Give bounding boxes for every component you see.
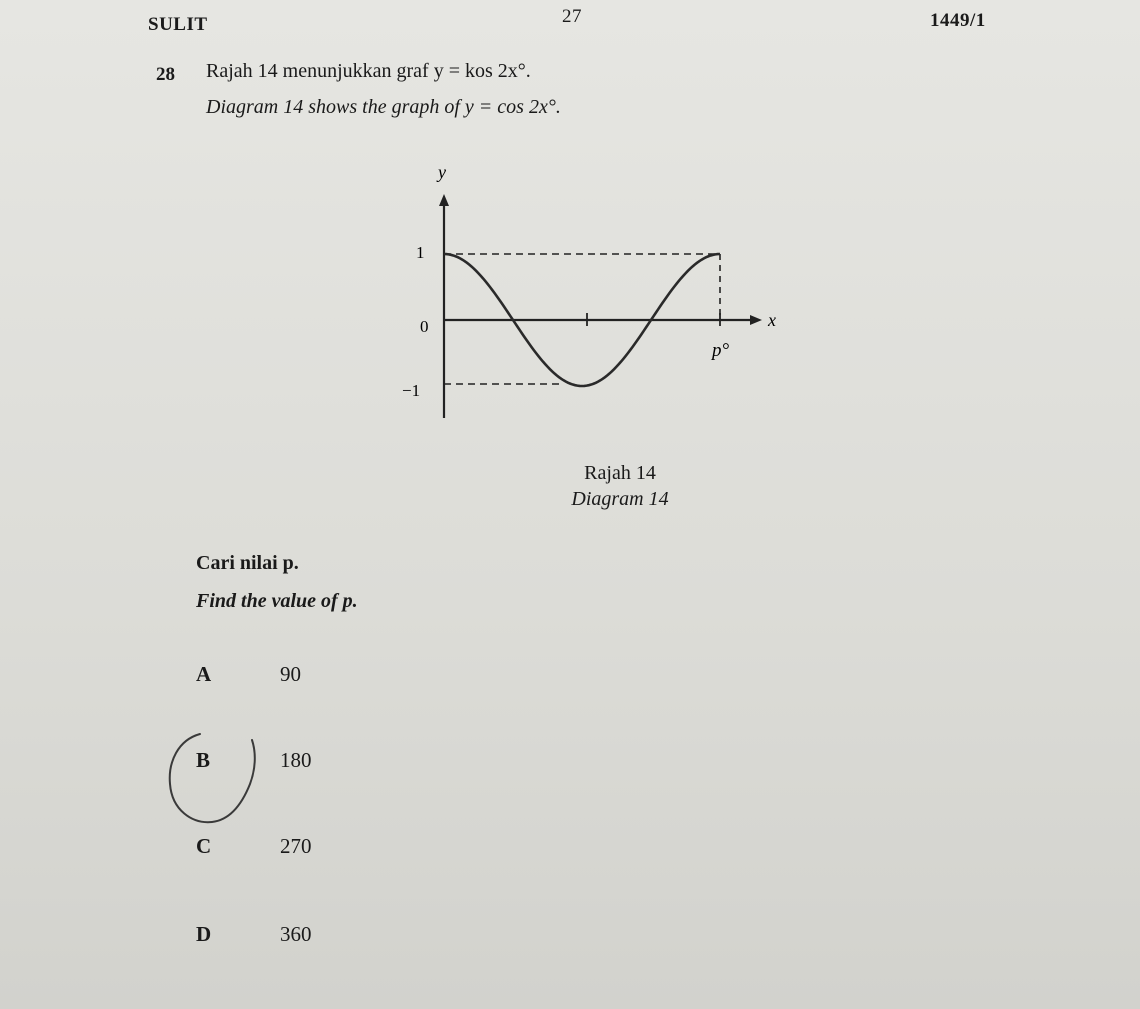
question-text-en: Diagram 14 shows the graph of y = cos 2x°. bbox=[206, 96, 561, 118]
option-a[interactable] bbox=[196, 662, 301, 687]
caption-ms: Rajah 14 bbox=[584, 462, 656, 484]
x-axis-arrow bbox=[750, 315, 762, 325]
option-c-letter: C bbox=[196, 834, 212, 858]
y-axis-arrow bbox=[439, 194, 449, 206]
option-a-value: 90 bbox=[280, 662, 301, 686]
header-sulit: SULIT bbox=[148, 14, 208, 35]
p-label: p° bbox=[712, 340, 730, 361]
tick-label-one: 1 bbox=[416, 243, 425, 262]
option-c[interactable] bbox=[196, 834, 312, 859]
tick-label-zero: 0 bbox=[420, 317, 429, 336]
option-d[interactable] bbox=[196, 922, 312, 947]
option-d-letter: D bbox=[196, 922, 212, 946]
prompt-ms: Cari nilai p. bbox=[196, 552, 299, 574]
page-number: 27 bbox=[562, 6, 582, 27]
question-number: 28 bbox=[156, 64, 175, 85]
handwritten-circle-mark bbox=[160, 722, 270, 832]
tick-label-minus-one: −1 bbox=[402, 381, 421, 400]
option-c-value: 270 bbox=[280, 834, 312, 858]
option-b-letter: B bbox=[196, 748, 211, 772]
question-text-ms: Rajah 14 menunjukkan graf y = kos 2x°. bbox=[206, 60, 531, 82]
y-axis-label: y bbox=[438, 162, 446, 182]
prompt-en: Find the value of p. bbox=[196, 590, 358, 612]
option-d-value: 360 bbox=[280, 922, 312, 946]
x-axis-label: x bbox=[768, 310, 776, 330]
caption-en: Diagram 14 bbox=[571, 488, 669, 510]
option-a-letter: A bbox=[196, 662, 212, 686]
cosine-graph bbox=[380, 160, 800, 430]
option-b-value: 180 bbox=[280, 748, 312, 772]
paper-code: 1449/1 bbox=[930, 10, 986, 31]
